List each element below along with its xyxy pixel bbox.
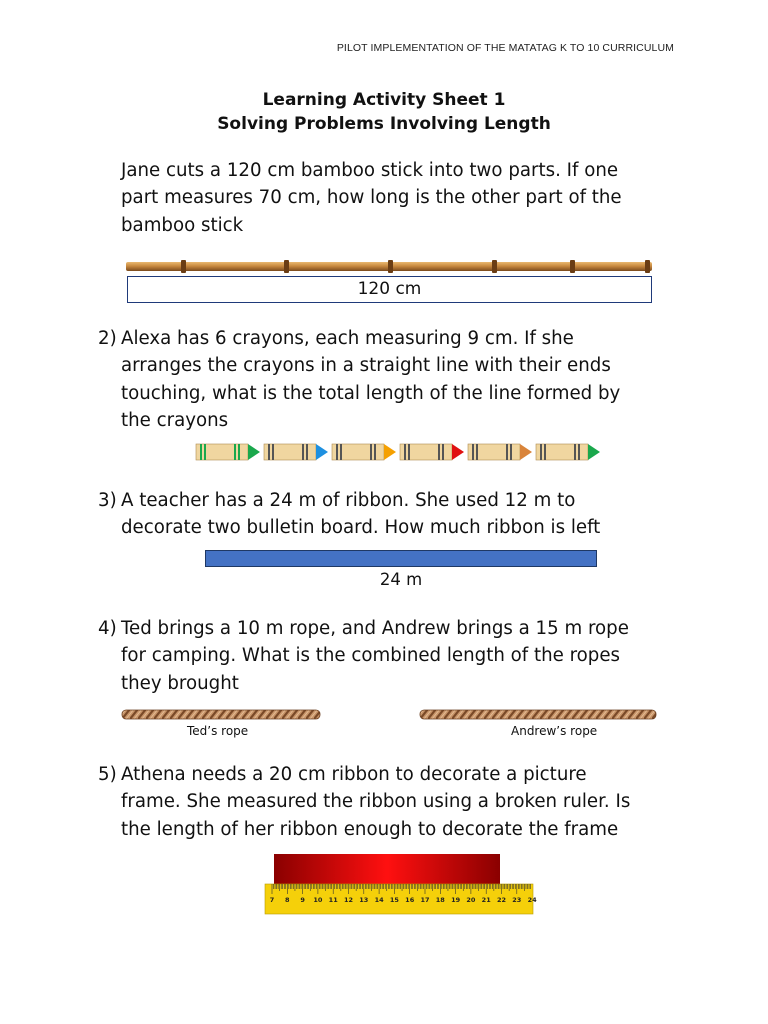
crayon <box>536 444 600 460</box>
ruler-label: 24 <box>527 896 537 904</box>
problem-2-line-4: the crayons <box>121 410 229 432</box>
problem-2-line-2: arranges the crayons in a straight line with their ends <box>121 355 611 377</box>
problem-4-number: 4) <box>98 618 117 639</box>
ruler-label: 19 <box>451 896 461 904</box>
teds-rope-caption: Ted’s rope <box>187 724 249 738</box>
problem-2-number: 2) <box>98 328 117 349</box>
ruler-label: 23 <box>512 896 522 904</box>
teds-rope-image <box>122 709 322 721</box>
andrews-rope-caption: Andrew’s rope <box>511 724 598 738</box>
problem-5-line-1: Athena needs a 20 cm ribbon to decorate a picture <box>121 764 587 785</box>
problem-2-text <box>121 325 711 435</box>
problem-5-line-3: the length of her ribbon enough to decorate the frame <box>121 818 619 840</box>
ribbon-length-label: 24 m <box>379 570 423 589</box>
problem-1-line-2: part measures 70 cm, how long is the other part of the <box>121 187 622 209</box>
problem-5-text <box>121 761 711 843</box>
ruler-label: 16 <box>405 896 415 904</box>
problem-5-line-2: frame. She measured the ribbon using a broken ruler. Is <box>121 791 631 813</box>
ruler-label: 13 <box>359 896 369 904</box>
red-ribbon <box>274 854 500 884</box>
ruler-label: 14 <box>374 896 384 904</box>
problem-4-line-2: for camping. What is the combined length of the ropes <box>121 645 620 667</box>
crayon <box>196 444 260 460</box>
ruler-label: 9 <box>300 896 305 904</box>
problem-3-text <box>121 487 711 542</box>
blue-ribbon-image <box>205 550 597 567</box>
problem-1-line-3: bamboo stick <box>121 214 244 236</box>
crayon <box>332 444 396 460</box>
ruler-label: 21 <box>481 896 491 904</box>
problem-3-number: 3) <box>98 490 117 511</box>
ruler-label: 22 <box>496 896 507 904</box>
ruler-label: 17 <box>420 896 430 904</box>
crayon <box>400 444 464 460</box>
problem-1-text <box>121 157 711 239</box>
page-title: Learning Activity Sheet 1 <box>262 90 506 110</box>
crayon <box>264 444 328 460</box>
ruler-label: 12 <box>343 896 354 904</box>
problem-4-line-3: they brought <box>121 672 239 694</box>
problem-4-line-1: Ted brings a 10 m rope, and Andrew brings a 15 m rope <box>121 618 629 639</box>
page-header: PILOT IMPLEMENTATION OF THE MATATAG K TO 10 CURRICULUM <box>336 42 674 54</box>
ruler-label: 8 <box>285 896 290 904</box>
page-subtitle: Solving Problems Involving Length <box>217 114 551 134</box>
bamboo-length-label: 120 cm <box>127 276 652 303</box>
ruler-label: 20 <box>466 896 476 904</box>
problem-5-number: 5) <box>98 764 117 785</box>
broken-ruler-image <box>262 854 537 916</box>
ruler-label: 10 <box>313 896 323 904</box>
bamboo-stick-image <box>126 259 654 275</box>
problem-4-text <box>121 615 711 697</box>
crayon <box>468 444 532 460</box>
problem-3-line-1: A teacher has a 24 m of ribbon. She used 12 m to <box>121 490 576 511</box>
ruler-label: 18 <box>435 896 445 904</box>
crayons-image <box>194 441 604 463</box>
problem-3-line-2: decorate two bulletin board. How much ribbon is left <box>121 517 601 539</box>
problem-1-line-1: Jane cuts a 120 cm bamboo stick into two parts. If one <box>121 160 619 181</box>
problem-2-line-3: touching, what is the total length of the line formed by <box>121 382 621 404</box>
problem-2-line-1: Alexa has 6 crayons, each measuring 9 cm. If she <box>121 328 574 349</box>
ruler-label: 7 <box>269 896 275 904</box>
andrews-rope-image <box>420 709 658 721</box>
ruler-label: 15 <box>389 896 399 904</box>
ruler-label: 11 <box>328 896 338 904</box>
